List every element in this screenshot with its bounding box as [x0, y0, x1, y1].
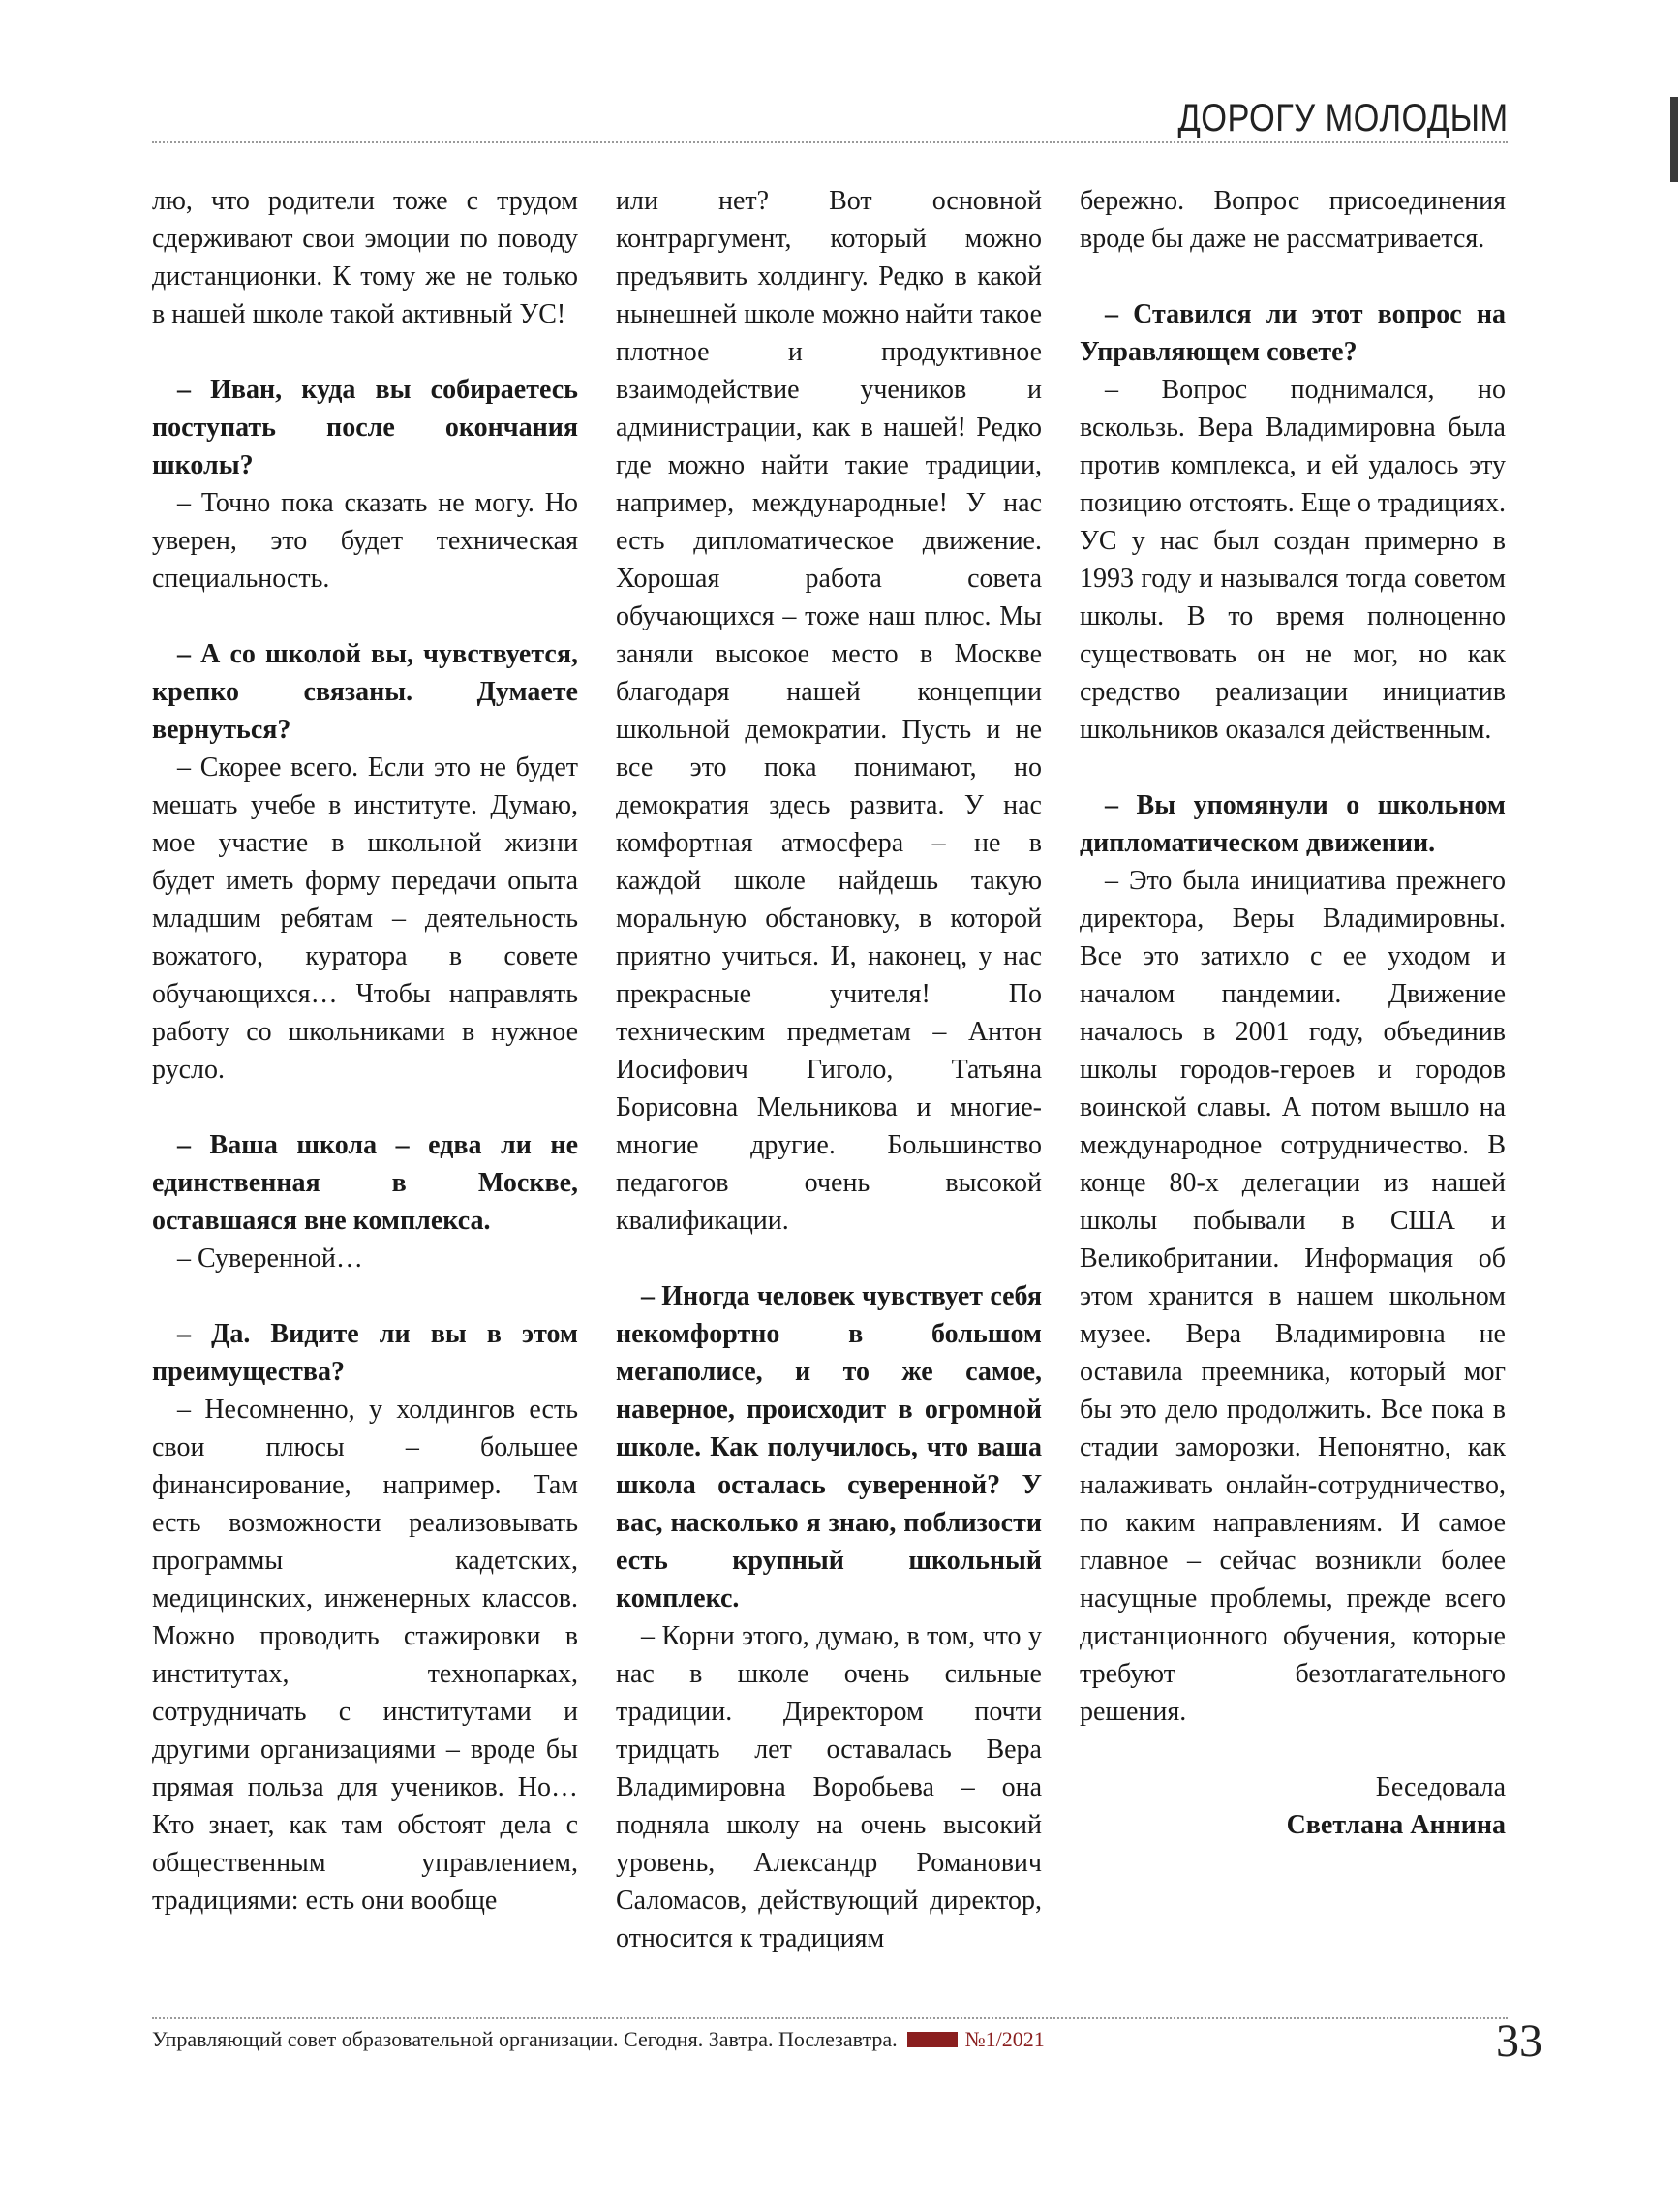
interviewer-name: Светлана Аннина	[1286, 1810, 1506, 1840]
section-title: ДОРОГУ МОЛОДЫМ	[1177, 97, 1509, 139]
interview-answer: – Точно пока сказать не могу. Но уверен, это будет техническая специальность.	[152, 488, 578, 594]
section-edge-bar	[1670, 97, 1678, 182]
interview-question: – Вы упомянули о школьном дипломатическом движении.	[1080, 790, 1506, 858]
paragraph-gap	[616, 1240, 1042, 1277]
interviewer-caption: Беседовала	[1375, 1772, 1506, 1802]
page-number: 33	[1496, 2015, 1542, 2067]
article-column-3	[1080, 182, 1506, 1844]
interview-question: – Ставился ли этот вопрос на Управляющем совете?	[1080, 299, 1506, 367]
footer-dotted-rule	[152, 2017, 1508, 2019]
journal-title: Управляющий совет образовательной организации. Сегодня. Завтра. Послезавтра.	[152, 2027, 898, 2051]
interview-question: – Да. Видите ли вы в этом преимущества?	[152, 1319, 578, 1387]
continued-text: или нет? Вот основной контраргумент, который можно предъявить холдингу. Редко в какой нынешней школе можно найти такое плотное и продуктивное взаимодействие учеников и администрации, как в нашей! Редко где можно найти такие традиции, например, международные! У нас есть дипломатическое движение. Хорошая работа совета обучающихся – тоже наш плюс. Мы заняли высокое место в Москве благодаря нашей концепции школьной демократии. Пусть и не все это пока понимают, но демократия здесь развита. У нас комфортная атмосфера – не в каждой школе найдешь такую моральную обстановку, в которой приятно учиться. И, наконец, у нас прекрасные учителя! По техническим предметам – Антон Иосифович Гиголо, Татьяна Борисовна Мельникова и многие-многие другие. Большинство педагогов очень высокой квалификации.	[616, 186, 1042, 1236]
paragraph-gap	[152, 598, 578, 635]
header-dotted-rule	[152, 141, 1508, 143]
interview-answer: – Скорее всего. Если это не будет мешать учебе в институте. Думаю, мое участие в школьной жизни будет иметь форму передачи опыта младшим ребятам – деятельность вожатого, куратора в совете обучающихся… Чтобы направлять работу со школьниками в нужное русло.	[152, 753, 578, 1085]
interview-answer: – Это была инициатива прежнего директора, Веры Владимировны. Все это затихло с ее уходом и началом пандемии. Движение началось в 2001 году, объединив школы городов-героев и городов воинской славы. А потом вышло на международное сотрудничество. В конце 80-х делегации из нашей школы побывали в США и Великобритании. Информация об этом хранится в нашем школьном музее. Вера Владимировна не оставила преемника, который мог бы это дело продолжить. Все пока в стадии заморозки. Непонятно, как налаживать онлайн-сотрудничество, по каким направлениям. И самое главное – сейчас возникли более насущные проблемы, прежде всего дистанционного обучения, которые требуют безотлагательного решения.	[1080, 866, 1506, 1727]
continued-text: бережно. Вопрос присоединения вроде бы даже не рассматривается.	[1080, 186, 1506, 254]
interview-question: – А со школой вы, чувствуется, крепко связаны. Думаете вернуться?	[152, 639, 578, 745]
paragraph-gap	[1080, 749, 1506, 786]
continued-text: лю, что родители тоже с трудом сдерживают свои эмоции по поводу дистанционки. К тому же не только в нашей школе такой активный УС!	[152, 186, 578, 329]
paragraph-gap	[1080, 258, 1506, 295]
paragraph-gap	[152, 1089, 578, 1126]
footer	[152, 2027, 1045, 2052]
interview-question: – Иногда человек чувствует себя некомфортно в большом мегаполисе, и то же самое, наверное, происходит в огромной школе. Как получилось, что ваша школа осталась суверенной? У вас, насколько я знаю, поблизости есть крупный школьный комплекс.	[616, 1281, 1042, 1613]
paragraph-gap	[152, 1277, 578, 1315]
article-column-1	[152, 182, 578, 1920]
interview-answer: – Несомненно, у холдингов есть свои плюсы – большее финансирование, например. Там есть возможности реализовывать программы кадетских, медицинских, инженерных классов. Можно проводить стажировки в институтах, технопарках, сотрудничать с институтами и другими организациями – вроде бы прямая польза для учеников. Но… Кто знает, как там обстоят дела с общественным управлением, традициями: есть они вообще	[152, 1395, 578, 1916]
article-column-2	[616, 182, 1042, 1957]
paragraph-gap	[1080, 1731, 1506, 1768]
interview-question: – Иван, куда вы собираетесь поступать после окончания школы?	[152, 375, 578, 480]
issue-marker	[907, 2032, 958, 2047]
interview-question: – Ваша школа – едва ли не единственная в Москве, оставшаяся вне комплекса.	[152, 1130, 578, 1236]
issue-number: №1/2021	[964, 2027, 1045, 2051]
paragraph-gap	[152, 333, 578, 371]
interview-answer: – Вопрос поднимался, но вскользь. Вера Владимировна была против комплекса, и ей удалось эту позицию отстоять. Еще о традициях. УС у нас был создан примерно в 1993 году и назывался тогда советом школы. В то время полноценно существовать он не мог, но как средство реализации инициатив школьников оказался действенным.	[1080, 375, 1506, 745]
interview-answer: – Суверенной…	[177, 1244, 363, 1274]
interview-answer: – Корни этого, думаю, в том, что у нас в школе очень сильные традиции. Директором почти тридцать лет оставалась Вера Владимировна Воробьева – она подняла школу на очень высокий уровень, Александр Романович Саломасов, действующий директор, относится к традициям	[616, 1621, 1042, 1953]
